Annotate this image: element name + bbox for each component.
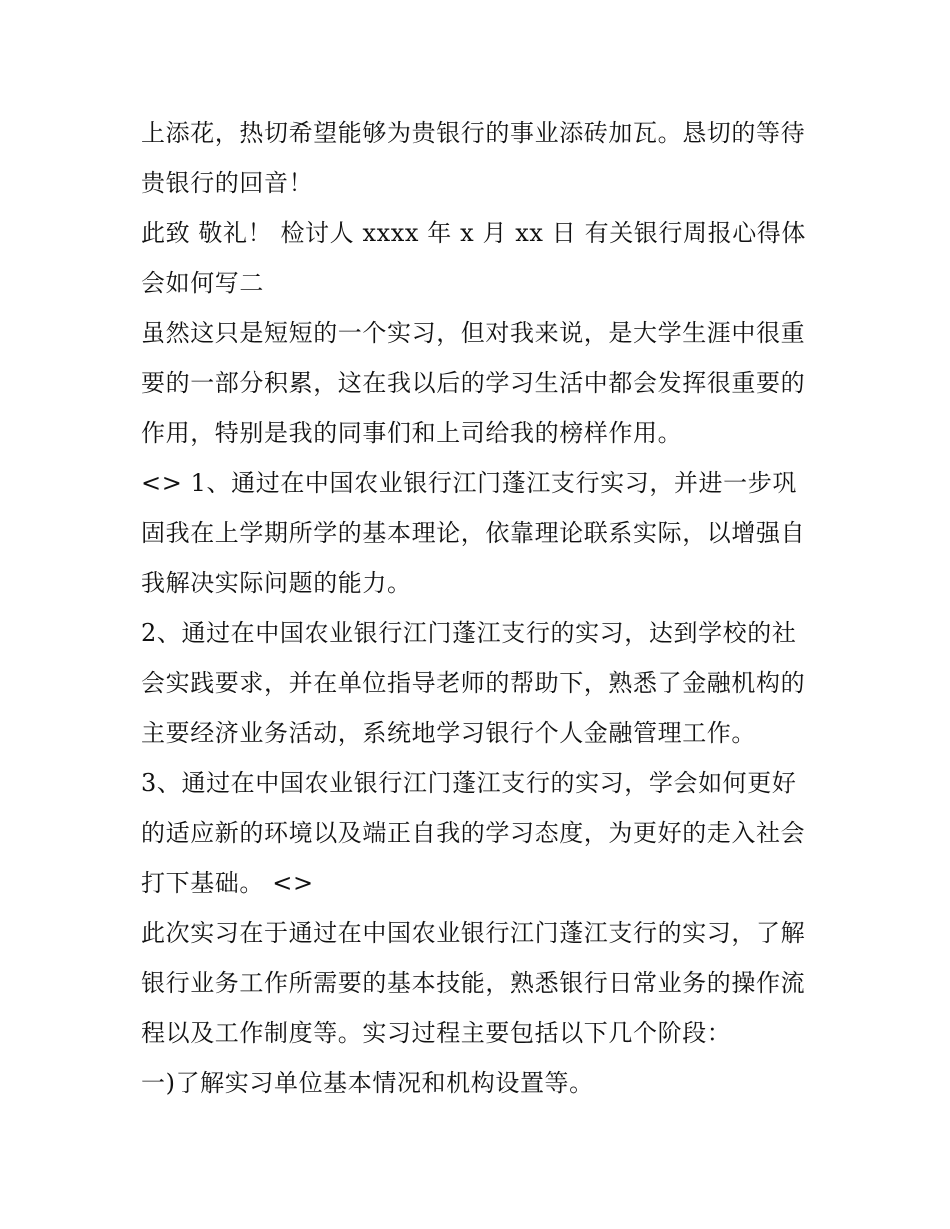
paragraph-closing-wish: 上添花，热切希望能够为贵银行的事业添砖加瓦。恳切的等待贵银行的回音！ (141, 119, 806, 197)
document-body (141, 108, 821, 1108)
paragraph-goal-1: <> 1、通过在中国农业银行江门蓬江支行实习，并进一步巩固我在上学期所学的基本理论，依靠理论联系实际，以增强自我解决实际问题的能力。 (141, 469, 806, 597)
paragraph-purpose: 此次实习在于通过在中国农业银行江门蓬江支行的实习，了解银行业务工作所需要的基本技能，熟悉银行日常业务的操作流程以及工作制度等。实习过程主要包括以下几个阶段： (141, 919, 806, 1047)
paragraph-goal-3: 3、通过在中国农业银行江门蓬江支行的实习，学会如何更好的适应新的环境以及端正自我的学习态度，为更好的走入社会打下基础。 <> (141, 769, 806, 897)
paragraph-goal-2: 2、通过在中国农业银行江门蓬江支行的实习，达到学校的社会实践要求，并在单位指导老师的帮助下，熟悉了金融机构的主要经济业务活动，系统地学习银行个人金融管理工作。 (141, 619, 806, 747)
paragraph-stage-1: 一)了解实习单位基本情况和机构设置等。 (141, 1069, 594, 1097)
paragraph-intro: 虽然这只是短短的一个实习，但对我来说，是大学生涯中很重要的一部分积累，这在我以后的学习生活中都会发挥很重要的作用，特别是我的同事们和上司给我的榜样作用。 (141, 319, 806, 447)
paragraph-salutation-title: 此致 敬礼！ 检讨人 xxxx 年 x 月 xx 日 有关银行周报心得体会如何写二 (141, 219, 807, 297)
